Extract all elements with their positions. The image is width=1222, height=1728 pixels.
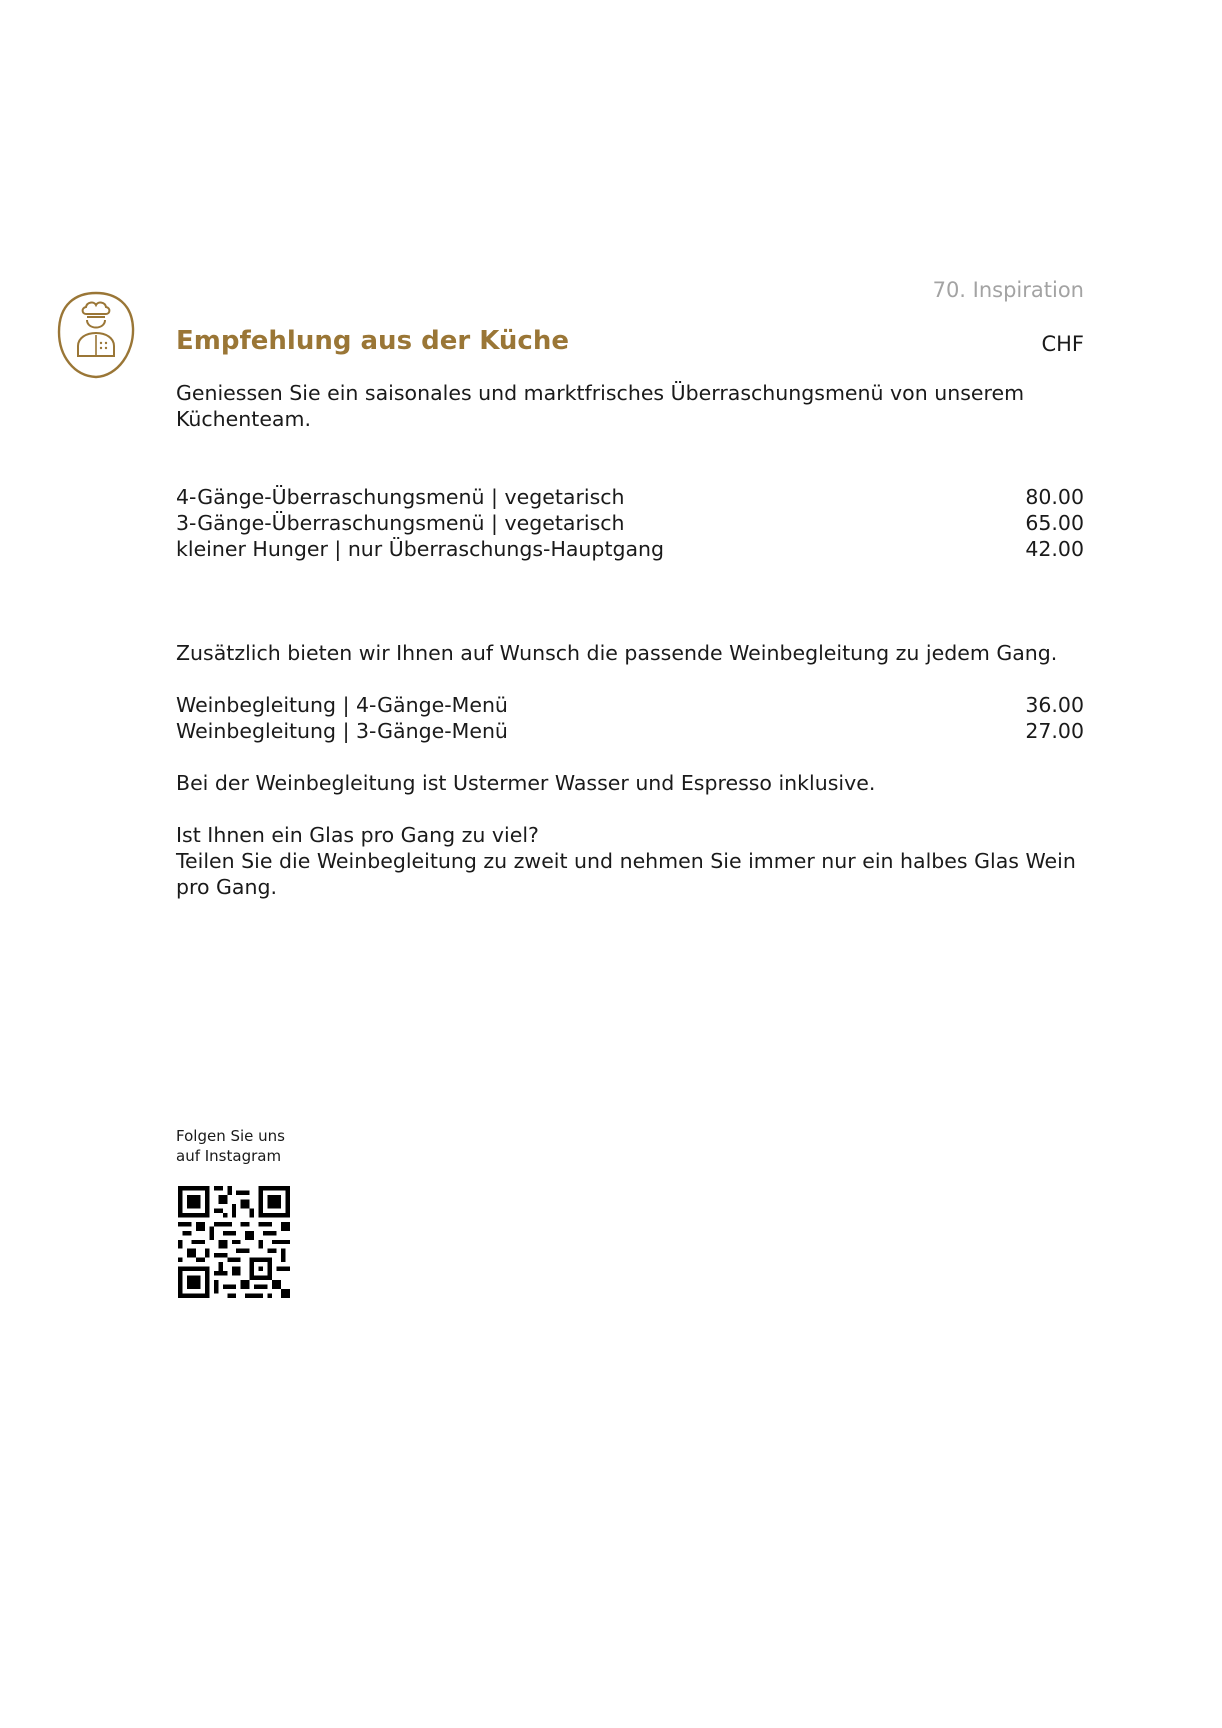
chef-icon: [56, 290, 136, 380]
list-item: [176, 484, 1084, 510]
item-name: Weinbegleitung | 4-Gänge-Menü: [176, 693, 508, 717]
section-label: 70. Inspiration: [932, 278, 1084, 302]
item-price: 80.00: [1025, 485, 1084, 509]
wine-question: Ist Ihnen ein Glas pro Gang zu viel?: [176, 823, 539, 847]
list-item: [176, 692, 1084, 718]
wine-inclusive-note: Bei der Weinbegleitung ist Ustermer Wasser und Espresso inklusive.: [176, 771, 876, 795]
list-item: [176, 718, 1084, 744]
intro-text: Geniessen Sie ein saisonales und marktfrisches Überraschungsmenü von unserem Küchenteam.: [176, 381, 1025, 431]
list-item: [176, 536, 1084, 562]
menu-content: [176, 380, 1084, 900]
qr-code-icon[interactable]: [178, 1186, 290, 1298]
instagram-line-1: Folgen Sie uns: [176, 1127, 285, 1145]
item-price: 65.00: [1025, 511, 1084, 535]
list-item: [176, 510, 1084, 536]
item-name: 3-Gänge-Überraschungsmenü | vegetarisch: [176, 511, 625, 535]
wine-intro-text: Zusätzlich bieten wir Ihnen auf Wunsch die passende Weinbegleitung zu jedem Gang.: [176, 641, 1058, 665]
wine-share-tip: Teilen Sie die Weinbegleitung zu zweit und nehmen Sie immer nur ein halbes Glas Wein pro Gang.: [176, 849, 1076, 899]
instagram-follow-label: [176, 1126, 285, 1166]
item-price: 42.00: [1025, 537, 1084, 561]
page-title: Empfehlung aus der Küche: [176, 326, 569, 356]
instagram-line-2: auf Instagram: [176, 1147, 282, 1165]
currency-label: CHF: [1041, 332, 1084, 356]
item-name: kleiner Hunger | nur Überraschungs-Hauptgang: [176, 537, 665, 561]
item-name: Weinbegleitung | 3-Gänge-Menü: [176, 719, 508, 743]
item-price: 27.00: [1025, 719, 1084, 743]
menu-price-list: [176, 484, 1084, 562]
wine-price-list: [176, 692, 1084, 744]
item-price: 36.00: [1025, 693, 1084, 717]
item-name: 4-Gänge-Überraschungsmenü | vegetarisch: [176, 485, 625, 509]
